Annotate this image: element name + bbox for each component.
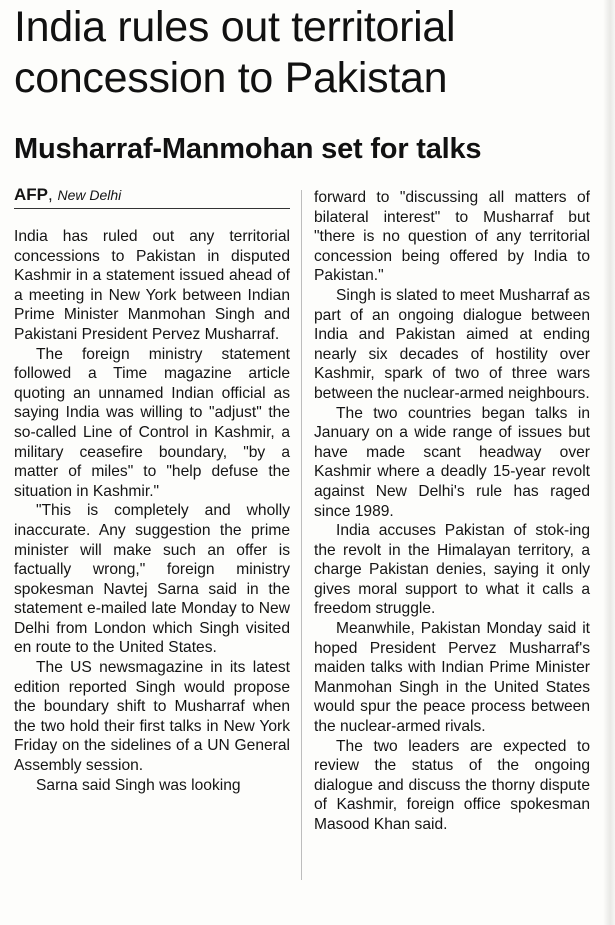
subheadline: Musharraf-Manmohan set for talks xyxy=(14,133,482,165)
paragraph: "This is completely and wholly inaccurate. Any suggestion the prime minister will make such an offer is factually wrong," foreign ministry spokesman Navtej Sarna said in the statement e-mailed late Monday to New Delhi from London which Singh visited en route to the United States. xyxy=(14,502,290,657)
byline-agency: AFP xyxy=(14,185,48,204)
article-column-left xyxy=(14,227,290,795)
paragraph: The two leaders are expected to review the status of the ongoing dialogue and discuss the thorny dispute of Kashmir, foreign office spokesman Masood Khan said. xyxy=(314,737,590,833)
paragraph: The foreign ministry statement followed a Time magazine article quoting an unnamed Indian official as saying India was willing to "adjust" the so-called Line of Control in Kashmir, a military ceasefire boundary, "by a matter of miles" to "help defuse the situation in Kashmir." xyxy=(14,345,290,500)
column-divider xyxy=(301,190,302,880)
byline: AFP, New Delhi xyxy=(14,184,290,209)
headline-line-2: concession to Pakistan xyxy=(14,54,448,102)
paragraph: Singh is slated to meet Musharraf as part of an ongoing dialogue between India and Pakistan aimed at ending nearly six decades of hostility over Kashmir, spark of two of three wars between the nuclear-armed neighbours. xyxy=(314,286,590,402)
paragraph: India has ruled out any territorial concessions to Pakistan in disputed Kashmir in a statement issued ahead of a meeting in New York between Indian Prime Minister Manmohan Singh and Pakistani President Pervez Musharraf. xyxy=(14,228,290,343)
paragraph: India accuses Pakistan of stok-ing the revolt in the Himalayan territory, a charge Pakistan denies, saying it only gives moral support to what it calls a freedom struggle. xyxy=(314,522,590,618)
paragraph: Sarna said Singh was looking xyxy=(36,776,241,794)
paragraph: forward to "discussing all matters of bilateral interest" to Musharraf but "there is no question of any territorial concession being offered by India to Pakistan." xyxy=(314,189,590,285)
paragraph: The US newsmagazine in its latest edition reported Singh would propose the boundary shift to Musharraf when the two hold their first talks in New York Friday on the sidelines of a UN General Assembly session. xyxy=(14,659,290,775)
byline-location: New Delhi xyxy=(57,187,122,203)
page-edge-shadow xyxy=(603,0,615,925)
paragraph: Meanwhile, Pakistan Monday said it hoped President Pervez Musharraf's maiden talks with Indian Prime Minister Manmohan Singh in the United States would spur the peace process between the nuclear-armed rivals. xyxy=(314,620,590,736)
paragraph: The two countries began talks in January on a wide range of issues but have made scant headway over Kashmir where a deadly 15-year revolt against New Delhi's rule has raged since 1989. xyxy=(314,404,590,520)
article-column-right xyxy=(314,188,590,835)
headline-line-1: India rules out territorial xyxy=(14,3,456,51)
headline xyxy=(14,2,604,104)
